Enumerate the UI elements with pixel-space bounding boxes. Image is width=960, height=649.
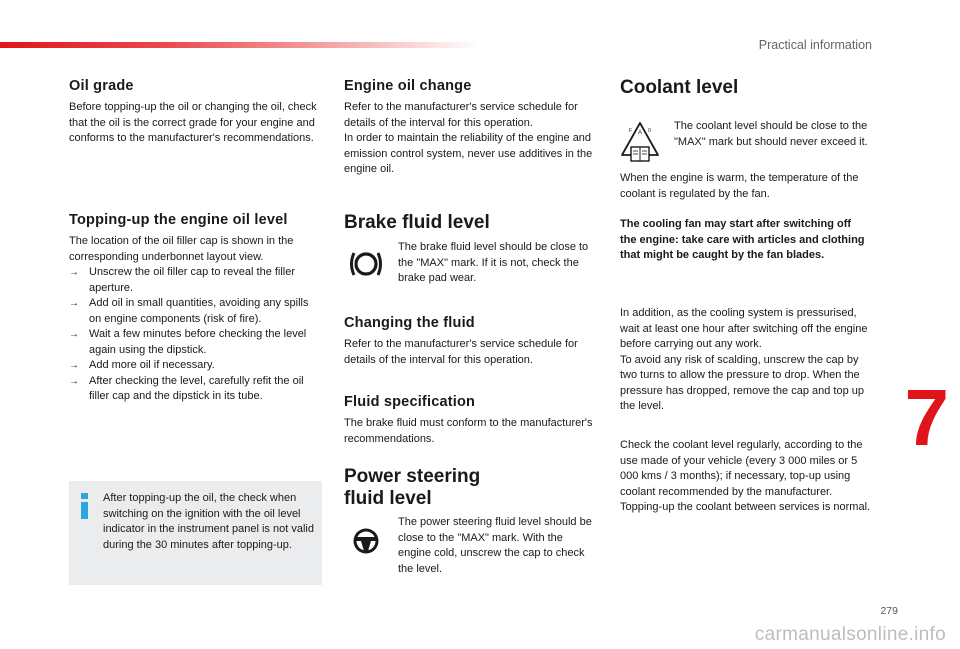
watermark: carmanualsonline.info (754, 624, 946, 645)
engine-oil-change-text-2: In order to maintain the reliability of the engine and emission control system, never use additives in the engine oil. (344, 132, 593, 175)
engine-oil-change-title: Engine oil change (344, 78, 472, 94)
list-item: → Add more oil if necessary. (69, 358, 321, 374)
section-changing-fluid (344, 315, 594, 368)
info-icon (80, 493, 89, 519)
svg-text:F: F (629, 128, 633, 134)
section-oil-grade (69, 78, 319, 147)
coolant-check-section (620, 438, 876, 516)
coolant-warning-icon (620, 121, 660, 163)
fluid-spec-text: The brake fluid must conform to the manufacturer's recommendations. (344, 417, 593, 445)
coolant-warning-text: The cooling fan may start after switching off the engine: take care with articles and clothing that might be caught by the fan blades. (620, 218, 865, 261)
info-box-text: After topping-up the oil, the check when switching on the ignition with the oil level indicator in the instrument panel is not valid during the 30 minutes after topping-up. (103, 492, 314, 551)
page-number: 279 (880, 605, 898, 617)
topping-up-title: Topping-up the engine oil level (69, 212, 288, 228)
list-item: → After checking the level, carefully refit the oil filler cap and the dipstick in its tube. (69, 374, 321, 405)
section-fluid-spec (344, 394, 594, 447)
section-power-steering (344, 466, 594, 510)
coolant-pressure-section (620, 306, 876, 415)
brake-fluid-title: Brake fluid level (344, 212, 490, 233)
topping-up-intro: The location of the oil filler cap is shown in the corresponding underbonnet layout view. (69, 235, 294, 263)
fluid-spec-title: Fluid specification (344, 394, 476, 410)
changing-fluid-title: Changing the fluid (344, 315, 475, 331)
oil-grade-title: Oil grade (69, 78, 134, 94)
section-topping-up (69, 212, 321, 405)
section-engine-oil-change (344, 78, 594, 178)
svg-text:A: A (637, 130, 643, 136)
chapter-title: Practical information (758, 38, 872, 52)
coolant-warm-text: When the engine is warm, the temperature of the coolant is regulated by the fan. (620, 172, 859, 200)
brake-warning-icon (349, 249, 383, 279)
topping-up-steps (69, 265, 321, 405)
oil-grade-text: Before topping-up the oil or changing the oil, check that the oil is the correct grade for your engine and conforms to the manufacturer's recommendations. (69, 101, 317, 144)
power-steering-text: The power steering fluid level should be close to the "MAX" mark. With the engine cold, unscrew the cap to check the level. (398, 516, 592, 575)
brake-fluid-text: The brake fluid level should be close to the "MAX" mark. If it is not, check the brake pad wear. (398, 241, 589, 284)
chapter-number: 7 (904, 373, 949, 462)
engine-oil-change-text-1: Refer to the manufacturer's service schedule for details of the interval for this operation. (344, 101, 578, 129)
coolant-check-text-2: Topping-up the coolant between services is normal. (620, 501, 871, 513)
list-item: → Add oil in small quantities, avoiding any spills on engine components (risk of fire). (69, 296, 321, 327)
coolant-title: Coolant level (620, 77, 739, 98)
changing-fluid-text: Refer to the manufacturer's service schedule for details of the interval for this operation. (344, 338, 578, 366)
header-accent-bar (0, 42, 480, 48)
power-steering-title-line-2: fluid level (344, 488, 432, 509)
list-item: → Wait a few minutes before checking the level again using the dipstick. (69, 327, 321, 358)
list-item: → Unscrew the oil filler cap to reveal the filler aperture. (69, 265, 321, 296)
info-box (69, 481, 322, 585)
steering-wheel-icon (352, 527, 380, 555)
power-steering-title-line-1: Power steering (344, 466, 481, 487)
coolant-icon-text: The coolant level should be close to the "MAX" mark but should never exceed it. (674, 120, 868, 148)
coolant-pressure-text-1: In addition, as the cooling system is pressurised, wait at least one hour after switching off the engine before carrying out any work. (620, 307, 868, 350)
coolant-pressure-text-2: To avoid any risk of scalding, unscrew the cap by two turns to allow the pressure to drop. When the pressure has dropped, remove the cap and top up the level. (620, 353, 864, 412)
coolant-check-text-1: Check the coolant level regularly, according to the use made of your vehicle (every 3 000 miles or 5 000 kms / 3 months); if necessary, top-up using coolant recommended by the manufacturer. (620, 439, 863, 498)
svg-text:0: 0 (648, 128, 651, 134)
